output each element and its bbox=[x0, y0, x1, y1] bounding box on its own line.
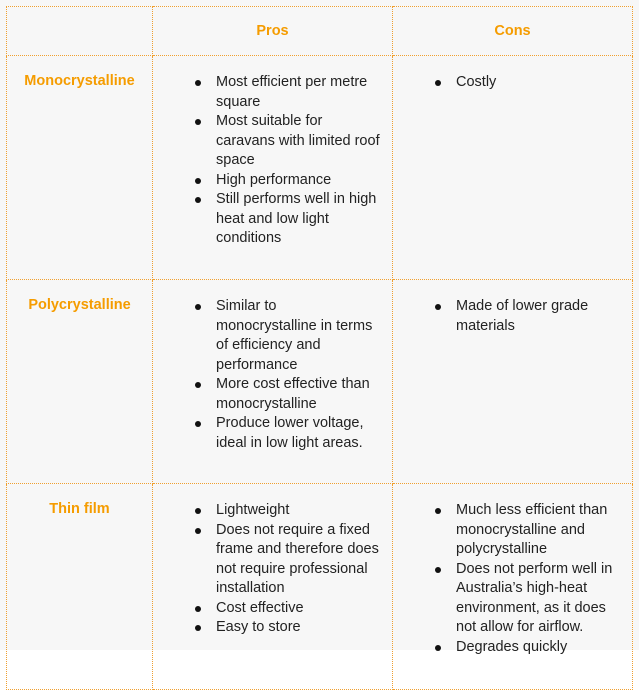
cons-cell bbox=[393, 56, 633, 280]
list-item: Degrades quickly bbox=[393, 638, 620, 658]
list-item: Costly bbox=[393, 73, 620, 93]
solar-panel-comparison-table bbox=[6, 6, 633, 690]
row-label: Thin film bbox=[7, 484, 153, 690]
header-cell-pros: Pros bbox=[153, 7, 393, 56]
pros-list bbox=[153, 484, 392, 638]
header-row bbox=[7, 7, 633, 56]
header-cell-cons: Cons bbox=[393, 7, 633, 56]
list-item: Lightweight bbox=[153, 501, 380, 521]
table-row bbox=[7, 484, 633, 690]
row-label: Polycrystalline bbox=[7, 280, 153, 484]
pros-cell bbox=[153, 56, 393, 280]
list-item: High performance bbox=[153, 171, 380, 191]
list-item: Easy to store bbox=[153, 618, 380, 638]
list-item: Produce lower voltage, ideal in low light areas. bbox=[153, 414, 380, 453]
list-item: Most suitable for caravans with limited roof space bbox=[153, 112, 380, 171]
list-item: More cost effective than monocrystalline bbox=[153, 375, 380, 414]
pros-cell bbox=[153, 484, 393, 690]
header-cell-empty bbox=[7, 7, 153, 56]
cons-list bbox=[393, 280, 632, 336]
row-label: Monocrystalline bbox=[7, 56, 153, 280]
cons-cell bbox=[393, 484, 633, 690]
table-row bbox=[7, 56, 633, 280]
list-item: Most efficient per metre square bbox=[153, 73, 380, 112]
pros-cell bbox=[153, 280, 393, 484]
list-item: Cost effective bbox=[153, 599, 380, 619]
cons-cell bbox=[393, 280, 633, 484]
list-item: Does not require a fixed frame and therefore does not require professional installation bbox=[153, 521, 380, 599]
list-item: Similar to monocrystalline in terms of efficiency and performance bbox=[153, 297, 380, 375]
cons-list bbox=[393, 484, 632, 657]
list-item: Made of lower grade materials bbox=[393, 297, 620, 336]
list-item: Does not perform well in Australia’s high-heat environment, as it does not allow for airflow. bbox=[393, 560, 620, 638]
table-row bbox=[7, 280, 633, 484]
list-item: Still performs well in high heat and low light conditions bbox=[153, 190, 380, 249]
list-item: Much less efficient than monocrystalline and polycrystalline bbox=[393, 501, 620, 560]
pros-list bbox=[153, 56, 392, 249]
pros-list bbox=[153, 280, 392, 453]
cons-list bbox=[393, 56, 632, 93]
